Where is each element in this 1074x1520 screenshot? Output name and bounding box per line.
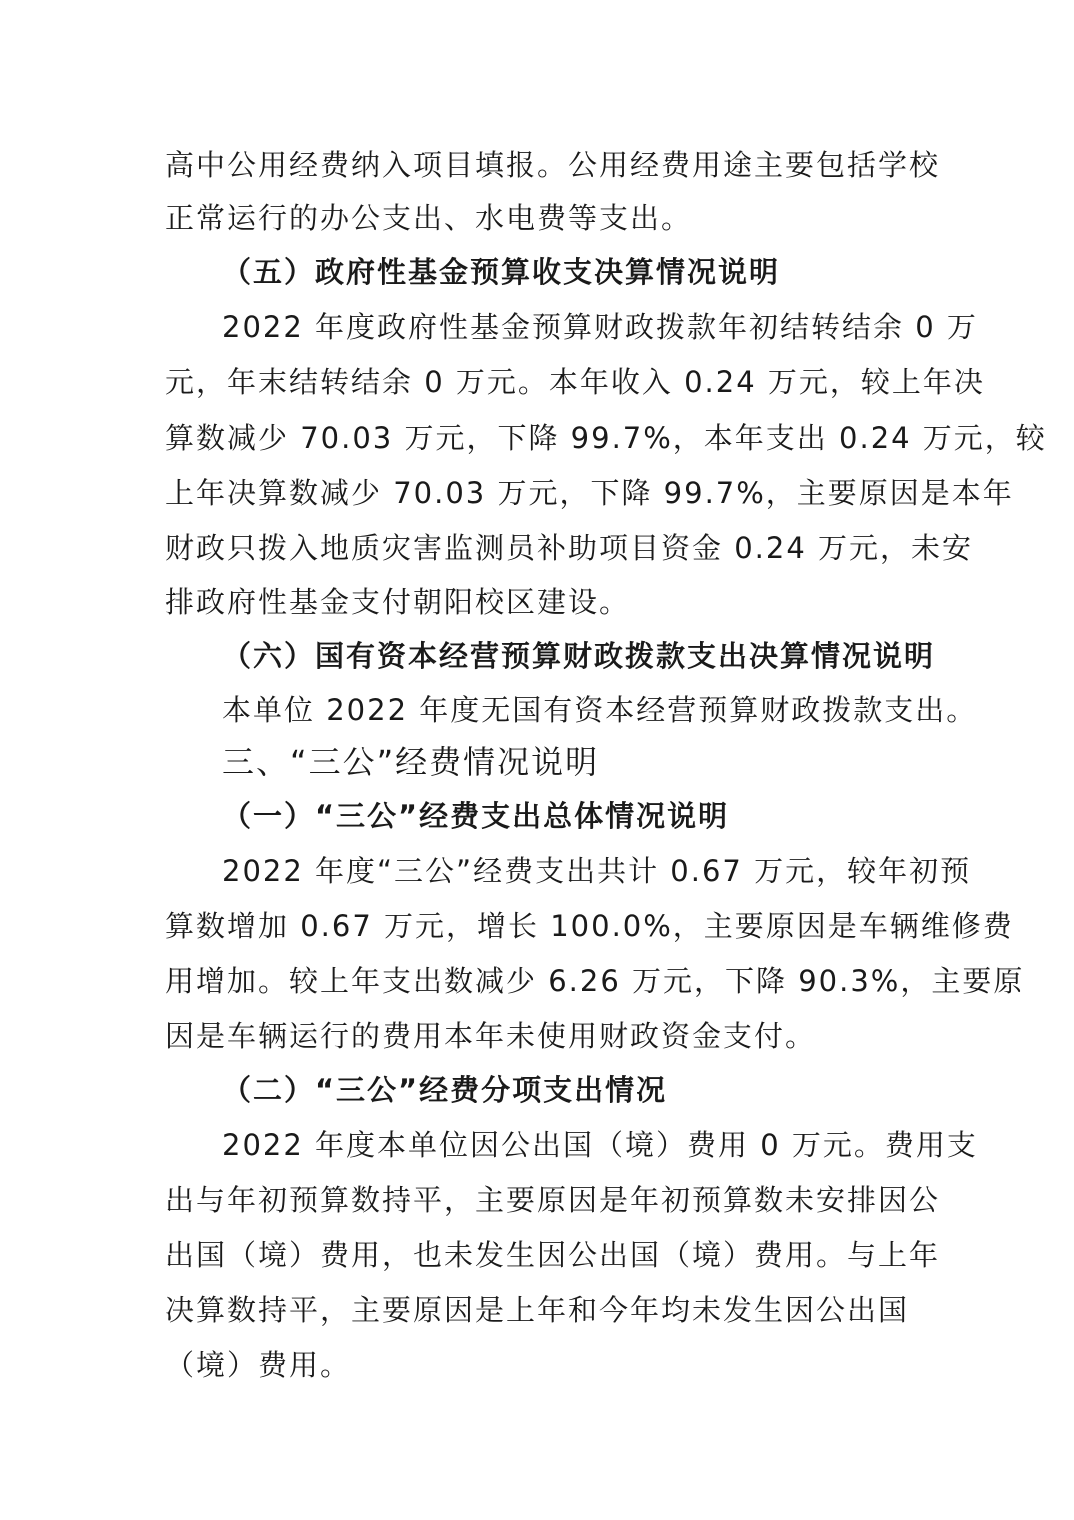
paragraph-line: 决算数持平，主要原因是上年和今年均未发生因公出国 — [165, 1293, 910, 1327]
section-heading-5: （五）政府性基金预算收支决算情况说明 — [222, 255, 781, 289]
paragraph-line: 出与年初预算数持平，主要原因是年初预算数未安排因公 — [165, 1183, 941, 1217]
section-heading-6: （六）国有资本经营预算财政拨款支出决算情况说明 — [222, 639, 936, 673]
paragraph-line: 正常运行的办公支出、水电费等支出。 — [165, 201, 693, 235]
paragraph-line: 排政府性基金支付朝阳校区建设。 — [165, 585, 631, 619]
paragraph-line: 算数减少 70.03 万元，下降 99.7%，本年支出 0.24 万元，较 — [165, 421, 1047, 455]
paragraph-line: 因是车辆运行的费用本年未使用财政资金支付。 — [165, 1019, 817, 1053]
section-heading-2: （二）“三公”经费分项支出情况 — [222, 1073, 668, 1107]
paragraph-line: 用增加。较上年支出数减少 6.26 万元，下降 90.3%，主要原 — [165, 964, 1025, 998]
paragraph-line: 上年决算数减少 70.03 万元，下降 99.7%，主要原因是本年 — [165, 476, 1014, 510]
paragraph-line: 算数增加 0.67 万元，增长 100.0%，主要原因是车辆维修费 — [165, 909, 1014, 943]
paragraph-line: 高中公用经费纳入项目填报。公用经费用途主要包括学校 — [165, 148, 941, 182]
paragraph-line: 出国（境）费用，也未发生因公出国（境）费用。与上年 — [165, 1238, 941, 1272]
paragraph-line: （境）费用。 — [165, 1348, 352, 1382]
paragraph-line: 元，年末结转结余 0 万元。本年收入 0.24 万元，较上年决 — [165, 365, 985, 399]
section-heading-1: （一）“三公”经费支出总体情况说明 — [222, 799, 730, 833]
chapter-heading-3: 三、“三公”经费情况说明 — [222, 743, 600, 781]
paragraph-line: 财政只拨入地质灾害监测员补助项目资金 0.24 万元，未安 — [165, 531, 974, 565]
paragraph-line: 2022 年度政府性基金预算财政拨款年初结转结余 0 万 — [222, 310, 978, 344]
paragraph-line: 本单位 2022 年度无国有资本经营预算财政拨款支出。 — [222, 693, 978, 727]
paragraph-line: 2022 年度“三公”经费支出共计 0.67 万元，较年初预 — [222, 854, 972, 888]
paragraph-line: 2022 年度本单位因公出国（境）费用 0 万元。费用支 — [222, 1128, 978, 1162]
